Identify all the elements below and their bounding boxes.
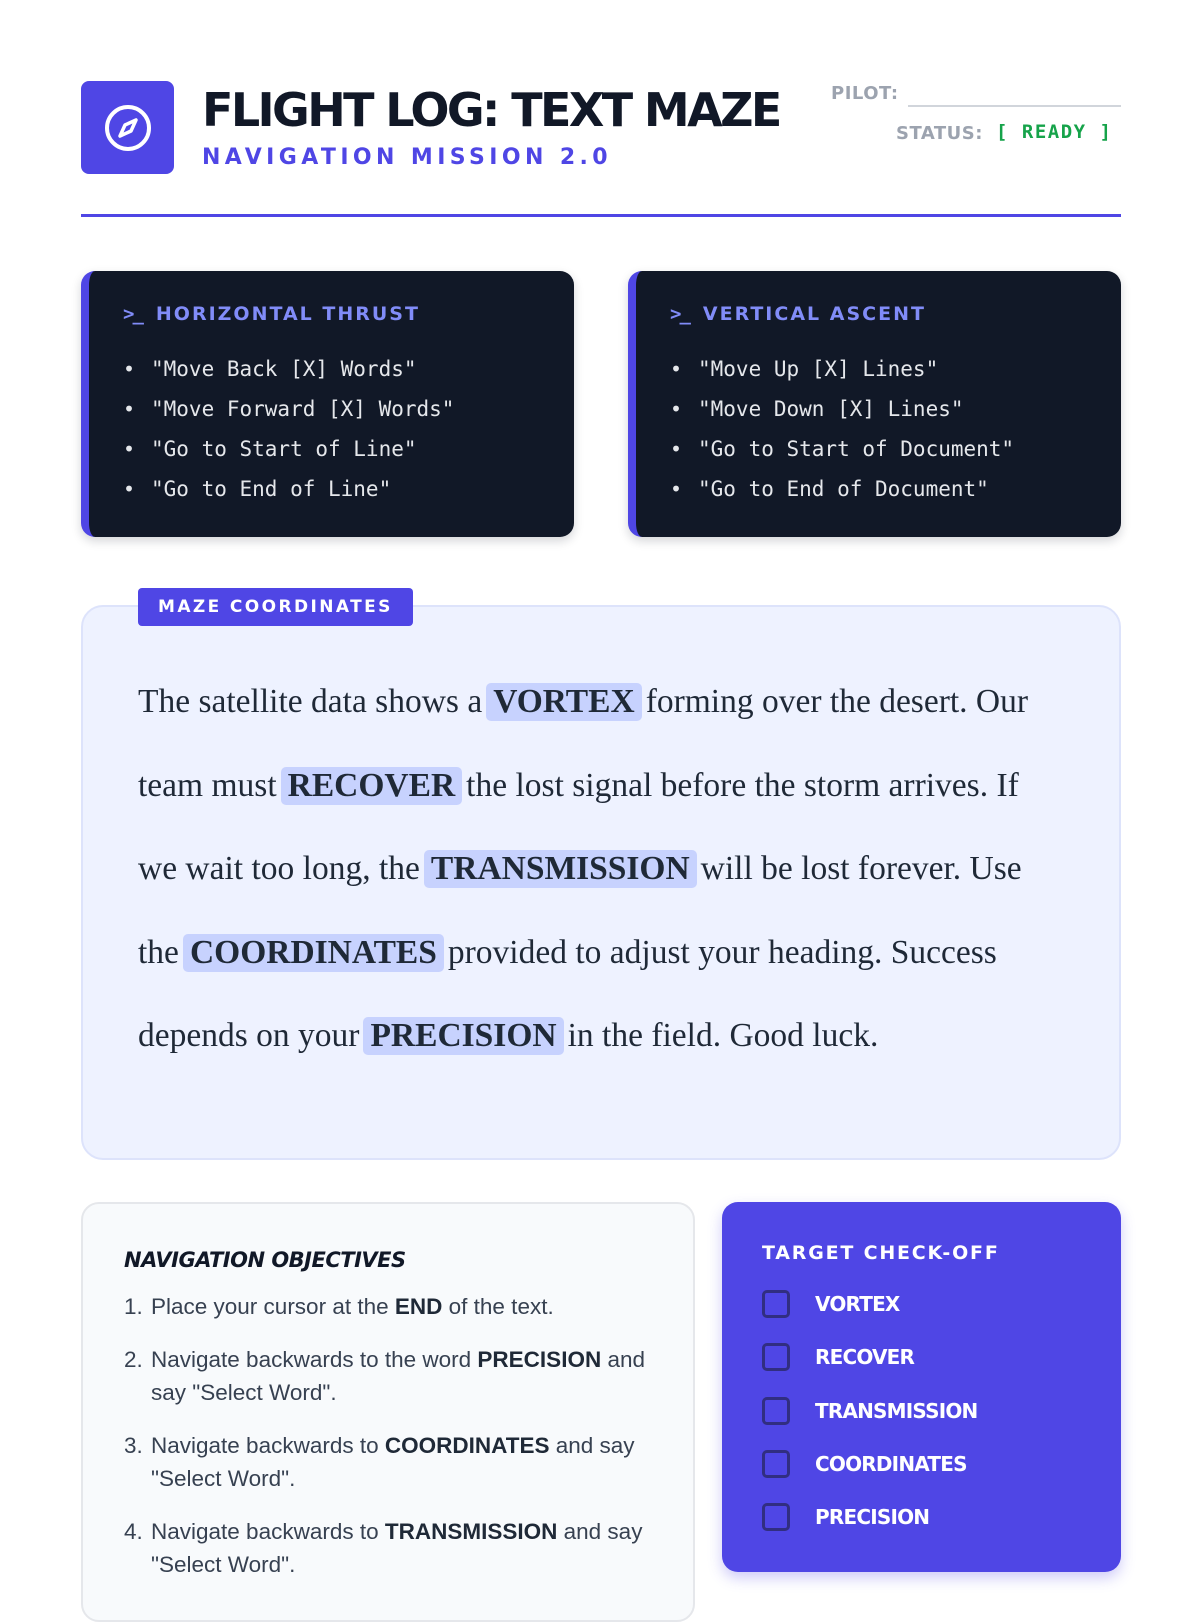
item-number: 4. <box>124 1519 143 1544</box>
list-item <box>123 389 454 429</box>
command-text: "Move Down [X] Lines" <box>698 397 964 421</box>
command-list <box>123 349 454 509</box>
bullet-icon: • <box>670 437 683 461</box>
status-label: STATUS: <box>896 123 983 144</box>
target-label[interactable]: PRECISION <box>815 1505 930 1529</box>
maze-text[interactable]: team must <box>138 767 277 804</box>
text: Navigate backwards to the word <box>151 1347 478 1372</box>
list-item <box>670 469 1014 509</box>
text: Navigate backwards to <box>151 1519 385 1544</box>
bullet-icon: • <box>123 477 136 501</box>
objectives-title: NAVIGATION OBJECTIVES <box>124 1248 406 1272</box>
target-label[interactable]: COORDINATES <box>815 1452 967 1476</box>
target-label[interactable]: VORTEX <box>815 1292 900 1316</box>
target-checkoff-panel <box>722 1202 1121 1572</box>
maze-line[interactable] <box>138 1011 878 1061</box>
objective-text <box>151 1290 664 1323</box>
command-text: "Move Back [X] Words" <box>151 357 417 381</box>
page-title: FLIGHT LOG: TEXT MAZE <box>202 83 780 137</box>
maze-line[interactable] <box>138 928 997 978</box>
objectives-list <box>124 1290 664 1601</box>
page-subtitle: NAVIGATION MISSION 2.0 <box>202 145 613 170</box>
terminal-prompt-icon: >_ <box>123 303 142 325</box>
command-list <box>670 349 1014 509</box>
text: and say "Select Word". <box>151 1347 645 1405</box>
target-label[interactable]: RECOVER <box>815 1345 915 1369</box>
target-item-coordinates[interactable] <box>762 1447 967 1481</box>
checkbox[interactable] <box>762 1397 790 1425</box>
list-item <box>670 429 1014 469</box>
compass-icon <box>103 103 153 153</box>
bullet-icon: • <box>123 437 136 461</box>
maze-text[interactable]: The satellite data shows a <box>138 683 483 720</box>
target-item-recover[interactable] <box>762 1340 914 1374</box>
item-number: 1. <box>124 1294 143 1319</box>
target-checkoff-title: TARGET CHECK-OFF <box>762 1242 1000 1264</box>
objective-text <box>151 1515 664 1581</box>
horizontal-thrust-card <box>81 271 574 537</box>
command-text: "Go to End of Document" <box>698 477 989 501</box>
list-item <box>123 349 454 389</box>
card-title <box>123 303 420 325</box>
card-title-text: VERTICAL ASCENT <box>702 303 926 325</box>
bullet-icon: • <box>123 357 136 381</box>
checkbox[interactable] <box>762 1290 790 1318</box>
command-text: "Move Forward [X] Words" <box>151 397 455 421</box>
vertical-ascent-card <box>628 271 1121 537</box>
list-item <box>124 1515 664 1581</box>
keyword: PRECISION <box>477 1347 602 1372</box>
bullet-icon: • <box>670 357 683 381</box>
card-title <box>670 303 926 325</box>
target-label[interactable]: TRANSMISSION <box>815 1399 978 1423</box>
list-item <box>670 389 1014 429</box>
maze-keyword-vortex[interactable]: VORTEX <box>486 683 641 721</box>
command-text: "Go to Start of Line" <box>151 437 417 461</box>
navigation-objectives-panel <box>81 1202 695 1622</box>
keyword: COORDINATES <box>384 1433 550 1458</box>
keyword: TRANSMISSION <box>384 1519 558 1544</box>
maze-text[interactable]: will be lost forever. Use <box>700 850 1022 887</box>
list-item <box>124 1429 664 1495</box>
list-item <box>670 349 1014 389</box>
pilot-field[interactable] <box>908 105 1121 107</box>
item-number: 3. <box>124 1433 143 1458</box>
maze-keyword-precision[interactable]: PRECISION <box>363 1017 563 1055</box>
list-item <box>124 1290 664 1323</box>
pilot-label: PILOT: <box>831 83 899 104</box>
maze-keyword-coordinates[interactable]: COORDINATES <box>183 934 444 972</box>
maze-text[interactable]: we wait too long, the <box>138 850 420 887</box>
list-item <box>124 1343 664 1409</box>
card-title-text: HORIZONTAL THRUST <box>155 303 420 325</box>
maze-line[interactable] <box>138 844 1022 894</box>
maze-text[interactable]: the lost signal before the storm arrives. If <box>466 767 1019 804</box>
maze-text[interactable]: provided to adjust your heading. Success <box>447 934 997 971</box>
item-number: 2. <box>124 1347 143 1372</box>
text: Navigate backwards to <box>151 1433 385 1458</box>
bullet-icon: • <box>670 477 683 501</box>
text: and say "Select Word". <box>151 1433 635 1491</box>
checkbox[interactable] <box>762 1503 790 1531</box>
objective-text <box>151 1343 664 1409</box>
maze-text[interactable]: the <box>138 934 179 971</box>
objective-text <box>151 1429 664 1495</box>
app-logo <box>81 81 174 174</box>
terminal-prompt-icon: >_ <box>670 303 689 325</box>
text: and say "Select Word". <box>151 1519 643 1577</box>
checkbox[interactable] <box>762 1450 790 1478</box>
maze-text[interactable]: depends on your <box>138 1017 360 1054</box>
list-item <box>123 469 454 509</box>
command-text: "Go to End of Line" <box>151 477 392 501</box>
target-item-precision[interactable] <box>762 1500 929 1534</box>
text: of the text. <box>442 1294 554 1319</box>
target-item-transmission[interactable] <box>762 1394 978 1428</box>
command-text: "Go to Start of Document" <box>698 437 1015 461</box>
keyword: END <box>394 1294 443 1319</box>
bullet-icon: • <box>123 397 136 421</box>
maze-line[interactable] <box>138 761 1019 811</box>
list-item <box>123 429 454 469</box>
maze-text[interactable]: in the field. Good luck. <box>567 1017 879 1054</box>
maze-keyword-transmission[interactable]: TRANSMISSION <box>424 850 697 888</box>
maze-text[interactable]: forming over the desert. Our <box>645 683 1029 720</box>
header-divider <box>81 214 1121 217</box>
maze-line[interactable] <box>138 677 1028 727</box>
target-item-vortex[interactable] <box>762 1287 900 1321</box>
maze-coordinates-tag: MAZE COORDINATES <box>138 588 413 626</box>
maze-keyword-recover[interactable]: RECOVER <box>281 767 463 805</box>
command-text: "Move Up [X] Lines" <box>698 357 939 381</box>
text: Place your cursor at the <box>151 1294 395 1319</box>
status-badge: [ READY ] <box>996 121 1113 143</box>
checkbox[interactable] <box>762 1343 790 1371</box>
bullet-icon: • <box>670 397 683 421</box>
